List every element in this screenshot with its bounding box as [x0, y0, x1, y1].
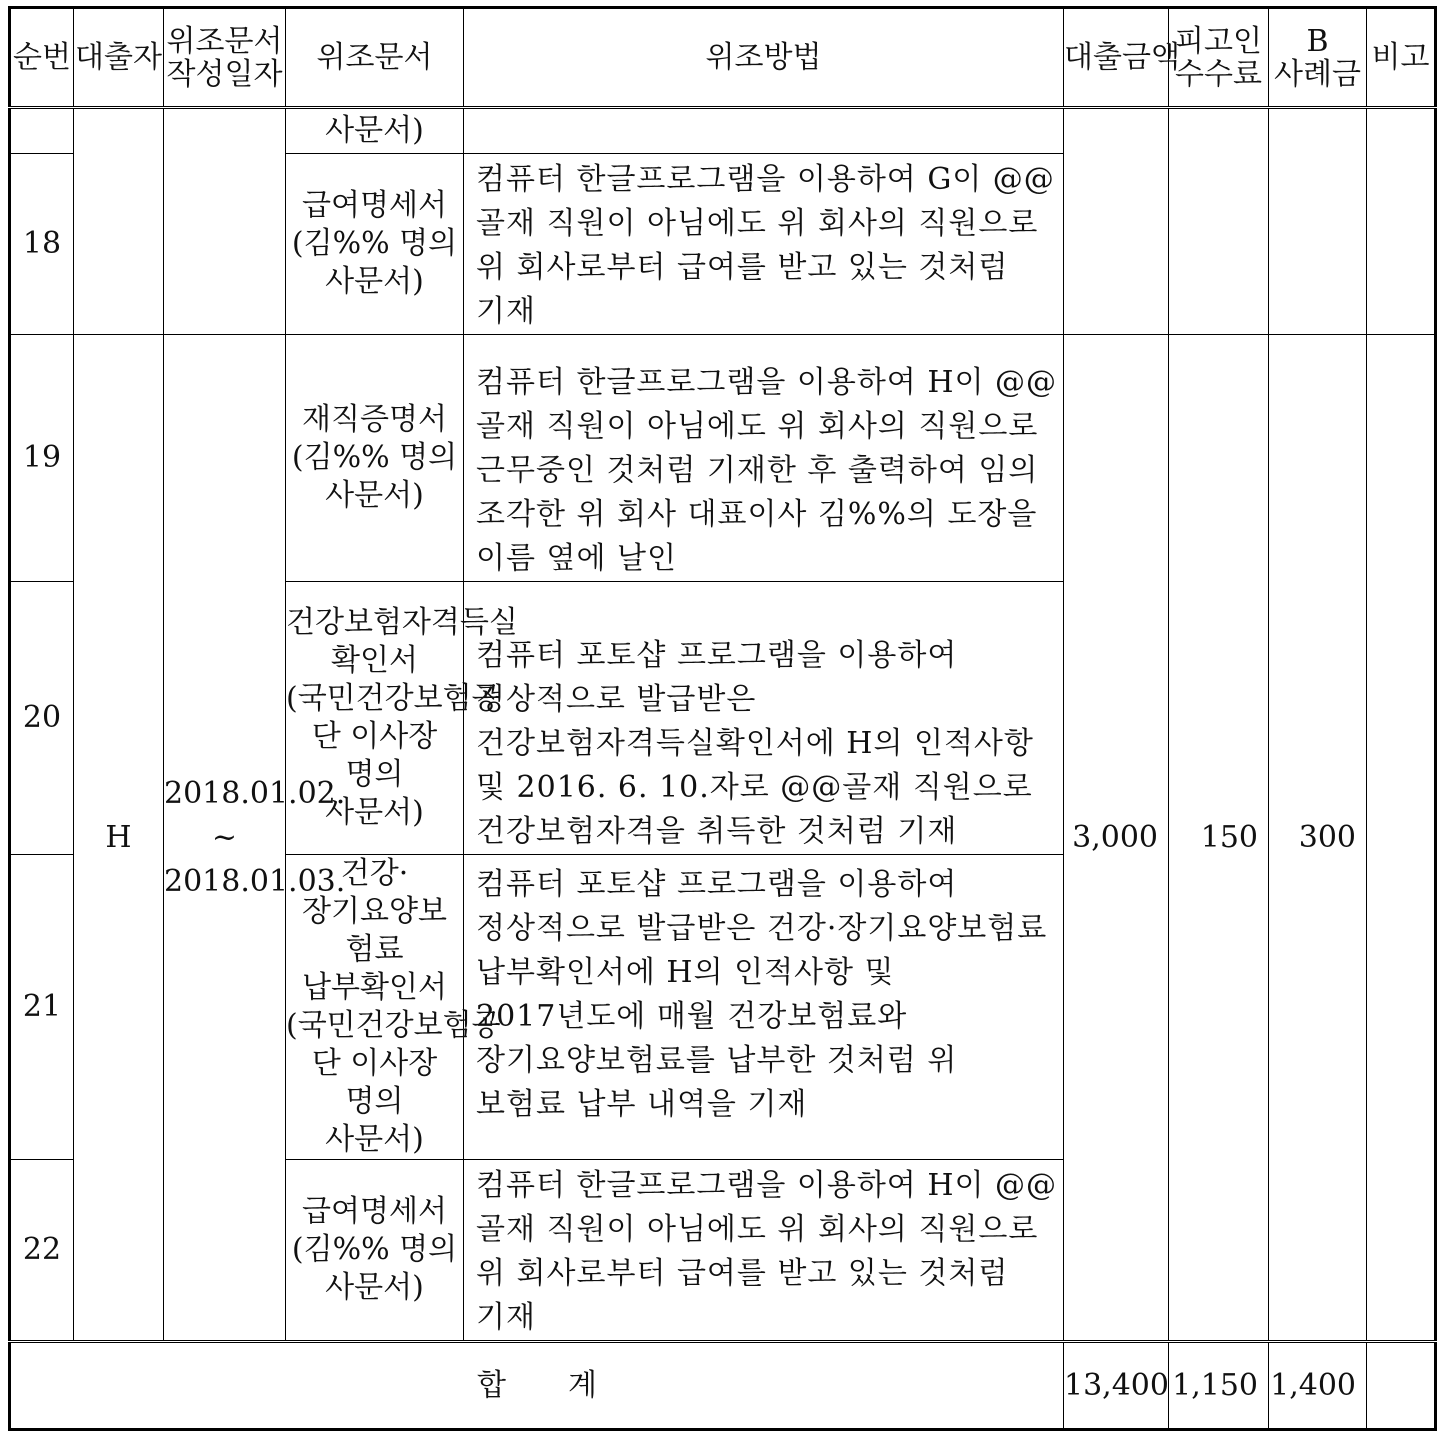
fee-cell-g	[1169, 108, 1269, 335]
total-defendant-fee: 1,150	[1169, 1342, 1269, 1430]
total-row	[10, 1342, 1436, 1430]
document-cell: 재직증명서 (김%% 명의 사문서)	[286, 335, 464, 582]
loan-amount-cell: 3,000	[1064, 335, 1169, 1342]
reward-cell-g	[1269, 108, 1367, 335]
defendant-fee-cell: 150	[1169, 335, 1269, 1342]
table-row-continuation	[10, 108, 1436, 154]
method-cell-continuation	[464, 108, 1064, 154]
seq-cell: 20	[10, 582, 74, 855]
method-cell: 컴퓨터 한글프로그램을 이용하여 H이 @@골재 직원이 아님에도 위 회사의 직원으로 위 회사로부터 급여를 받고 있는 것처럼 기재	[464, 1160, 1064, 1342]
b-reward-cell: 300	[1269, 335, 1367, 1342]
header-b-reward: B 사례금	[1269, 8, 1367, 108]
total-label-1: 합	[477, 1367, 506, 1403]
seq-cell: 19	[10, 335, 74, 582]
header-note: 비고	[1367, 8, 1436, 108]
borrower-cell: H	[74, 335, 164, 1342]
total-label	[10, 1342, 1064, 1430]
date-cell: 2018.01.02. ~ 2018.01.03.	[164, 335, 286, 1342]
total-note	[1367, 1342, 1436, 1430]
method-cell: 컴퓨터 한글프로그램을 이용하여 H이 @@골재 직원이 아님에도 위 회사의 직원으로 근무중인 것처럼 기재한 후 출력하여 임의 조각한 위 회사 대표이사 김%%의 도장을 이름 옆에 날인	[464, 335, 1064, 582]
total-b-reward: 1,400	[1269, 1342, 1367, 1430]
header-borrower: 대출자	[74, 8, 164, 108]
header-loan-amount: 대출금액	[1064, 8, 1169, 108]
total-label-2: 계	[568, 1367, 597, 1403]
seq-cell: 18	[10, 154, 74, 335]
method-cell: 컴퓨터 포토샵 프로그램을 이용하여 정상적으로 발급받은 건강보험자격득실확인서에 H의 인적사항 및 2016. 6. 10.자로 @@골재 직원으로 건강보험자격을 취득한 것처럼 기재	[464, 582, 1064, 855]
header-document: 위조문서	[286, 8, 464, 108]
header-method: 위조방법	[464, 8, 1064, 108]
date-cell-g	[164, 108, 286, 335]
header-defendant-fee: 피고인 수수료	[1169, 8, 1269, 108]
forgery-table	[8, 6, 1437, 1431]
document-cell: 건강보험자격득실 확인서 (국민건강보험공 단 이사장 명의 사문서)	[286, 582, 464, 855]
header-row	[10, 8, 1436, 108]
document-cell: 급여명세서 (김%% 명의 사문서)	[286, 154, 464, 335]
seq-cell: 21	[10, 855, 74, 1160]
method-cell: 컴퓨터 한글프로그램을 이용하여 G이 @@골재 직원이 아님에도 위 회사의 직원으로 위 회사로부터 급여를 받고 있는 것처럼 기재	[464, 154, 1064, 335]
header-doc-date: 위조문서 작성일자	[164, 8, 286, 108]
borrower-cell-g	[74, 108, 164, 335]
document-cell: 급여명세서 (김%% 명의 사문서)	[286, 1160, 464, 1342]
total-loan-amount: 13,400	[1064, 1342, 1169, 1430]
note-cell-g	[1367, 108, 1436, 335]
note-cell	[1367, 335, 1436, 1342]
loan-cell-g	[1064, 108, 1169, 335]
document-cell-continuation: 사문서)	[286, 108, 464, 154]
method-cell: 컴퓨터 포토샵 프로그램을 이용하여 정상적으로 발급받은 건강·장기요양보험료 납부확인서에 H의 인적사항 및 2017년도에 매월 건강보험료와 장기요양보험료를 납부한 것처럼 위 보험료 납부 내역을 기재	[464, 855, 1064, 1160]
seq-cell-continuation	[10, 108, 74, 154]
table-row	[10, 335, 1436, 582]
header-seq: 순번	[10, 8, 74, 108]
seq-cell: 22	[10, 1160, 74, 1342]
document-cell: 건강·장기요양보 험료 납부확인서 (국민건강보험공 단 이사장 명의 사문서)	[286, 855, 464, 1160]
